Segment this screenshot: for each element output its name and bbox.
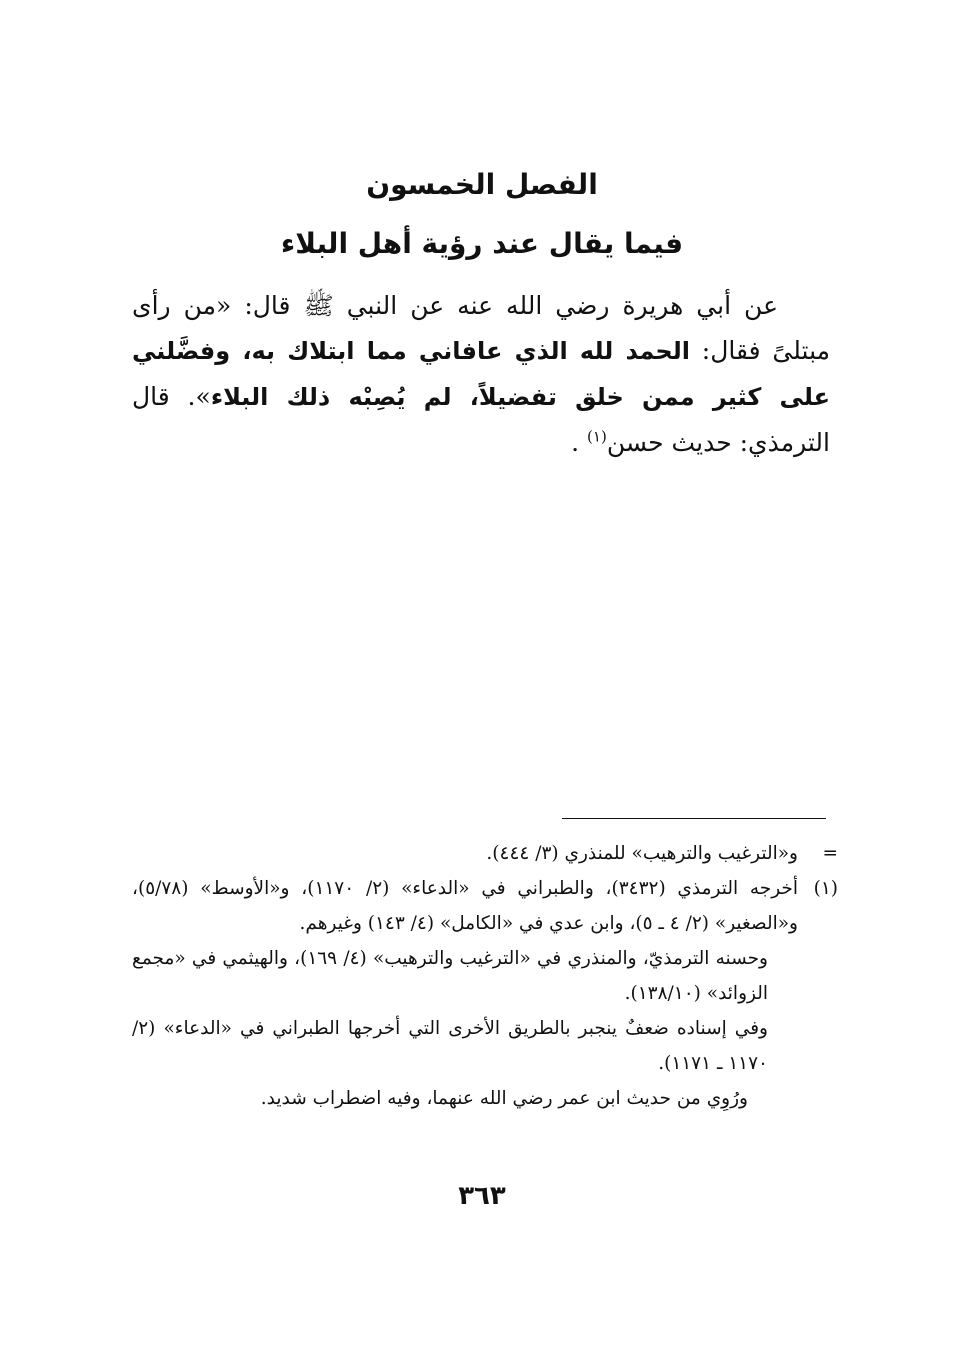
page-number: ٣٦٣ — [458, 1181, 506, 1211]
hadith-closing: ». قال الترمذي: حديث حسن — [132, 382, 830, 457]
footnote-reference[interactable]: (١) — [587, 427, 607, 446]
continuation-marker: = — [822, 843, 838, 864]
footnotes-section — [132, 836, 838, 1116]
footnote-1-para-2: وحسنه الترمذيّ، والمنذري في «الترغيب والترهيب» (٤/ ١٦٩)، والهيثمي في «مجمع الزوائد» (١٣٨/١٠). — [132, 948, 768, 1004]
footnote-1-text: أخرجه الترمذي (٣٤٣٢)، والطبراني في «الدعاء» (٢/ ١١٧٠)، و«الأوسط» (٥/٧٨)، و«الصغير» (٢/ ٤ ـ ٥)، وابن عدي في «الكامل» (٤/ ١٤٣) وغيرهم. — [132, 878, 798, 934]
hadith-paragraph — [132, 283, 830, 465]
hadith-end: . — [571, 428, 580, 457]
footnote-separator — [562, 818, 826, 819]
hadith-intro: عن أبي هريرة رضي الله عنه عن النبي ﷺ قال: «من رأى مبتلىً فقال: — [132, 291, 831, 365]
chapter-title: الفصل الخمسون — [366, 168, 598, 201]
footnote-1 — [132, 871, 838, 941]
footnote-1-para-4: ورُوِي من حديث ابن عمر رضي الله عنهما، وفيه اضطراب شديد. — [260, 1088, 748, 1109]
chapter-subtitle: فيما يقال عند رؤية أهل البلاء — [280, 227, 684, 260]
footnote-1-marker: (١) — [813, 878, 838, 899]
hadith-supplication: الحمد لله الذي عافاني مما ابتلاك به، وفضَّلني على كثير ممن خلق تفضيلاً، لم يُصِبْه ذلك البلاء — [132, 337, 831, 411]
continuation-text: و«الترغيب والترهيب» للمنذري (٣/ ٤٤٤). — [486, 843, 798, 864]
footnote-1-para-3: وفي إسناده ضعفٌ ينجبر بالطريق الأخرى التي أخرجها الطبراني في «الدعاء» (٢/ ١١٧٠ ـ ١١٧١). — [132, 1018, 768, 1074]
footnote-continuation — [132, 836, 838, 871]
